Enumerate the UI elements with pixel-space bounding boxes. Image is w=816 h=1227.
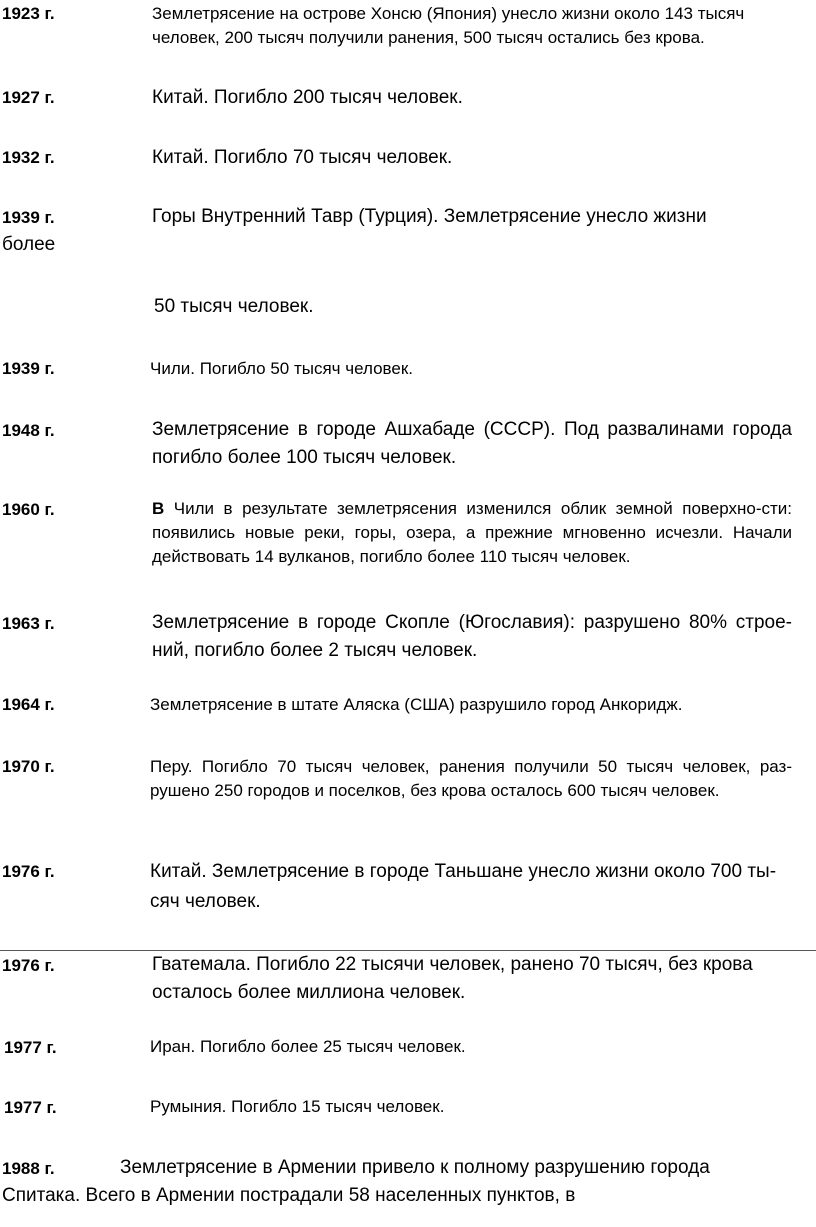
year-label: 1988 г. <box>2 1159 55 1178</box>
year-label: 1927 г. <box>2 88 55 107</box>
event-description: Землетрясение в Армении привело к полному разрушению города <box>120 1157 710 1178</box>
event-description: Гватемала. Погибло 22 тысячи человек, ранено 70 тысяч, без крова осталось более миллиона человек. <box>152 954 753 1003</box>
event-description: Землетрясение в штате Аляска (США) разрушило город Анкоридж. <box>150 695 683 714</box>
event-description <box>152 497 792 569</box>
year-label: 1963 г. <box>2 614 55 633</box>
year-label: 1976 г. <box>2 862 55 881</box>
event-description: Чили. Погибло 50 тысяч человек. <box>150 359 414 378</box>
event-description-continuation: 50 тысяч человек. <box>154 296 314 317</box>
event-description: Землетрясение на острове Хонсю (Япония) унесло жизни около 143 тысяч человек, 200 тысяч получили ранения, 500 тысяч остались без крова. <box>152 4 745 47</box>
event-description-body: Чили в результате землетрясения изменился облик земной поверхно-сти: появились новые реки, горы, озера, а прежние мгновенно исчезли. Начали действовать 14 вулканов, погибло более 110 тысяч человек. <box>152 499 792 566</box>
event-description: Китай. Погибло 70 тысяч человек. <box>152 147 453 168</box>
event-description-wrap: более <box>2 234 56 255</box>
year-label: 1977 г. <box>4 1038 57 1057</box>
year-label: 1960 г. <box>2 500 55 519</box>
event-description-line2: Спитака. Всего в Армении пострадали 58 населенных пунктов, в <box>2 1185 576 1206</box>
event-description: Землетрясение в городе Скопле (Югославия): разрушено 80% строе-ний, погибло более 2 тысяч человек. <box>152 612 792 661</box>
event-description: Иран. Погибло более 25 тысяч человек. <box>150 1037 466 1056</box>
year-label: 1932 г. <box>2 148 55 167</box>
year-label: 1948 г. <box>2 421 55 440</box>
year-label: 1976 г. <box>2 956 55 975</box>
event-description: Румыния. Погибло 15 тысяч человек. <box>150 1097 445 1116</box>
year-label: 1964 г. <box>2 695 55 714</box>
year-label: 1923 г. <box>2 4 55 23</box>
event-description: Перу. Погибло 70 тысяч человек, ранения получили 50 тысяч человек, раз-рушено 250 городов и поселков, без крова осталось 600 тысяч человек. <box>150 757 792 800</box>
year-label: 1939 г. <box>2 359 55 378</box>
year-label: 1977 г. <box>4 1098 57 1117</box>
year-label: 1939 г. <box>2 208 55 227</box>
event-description: Китай. Землетрясение в городе Таньшане унесло жизни около 700 ты-сяч человек. <box>150 861 777 912</box>
event-description: Китай. Погибло 200 тысяч человек. <box>152 87 463 108</box>
event-description: Горы Внутренний Тавр (Турция). Землетрясение унесло жизни <box>152 206 707 227</box>
event-description: Землетрясение в городе Ашхабаде (СССР). Под развалинами города погибло более 100 тысяч человек. <box>152 419 792 468</box>
year-label: 1970 г. <box>2 757 55 776</box>
event-description-lead: В <box>152 499 165 518</box>
